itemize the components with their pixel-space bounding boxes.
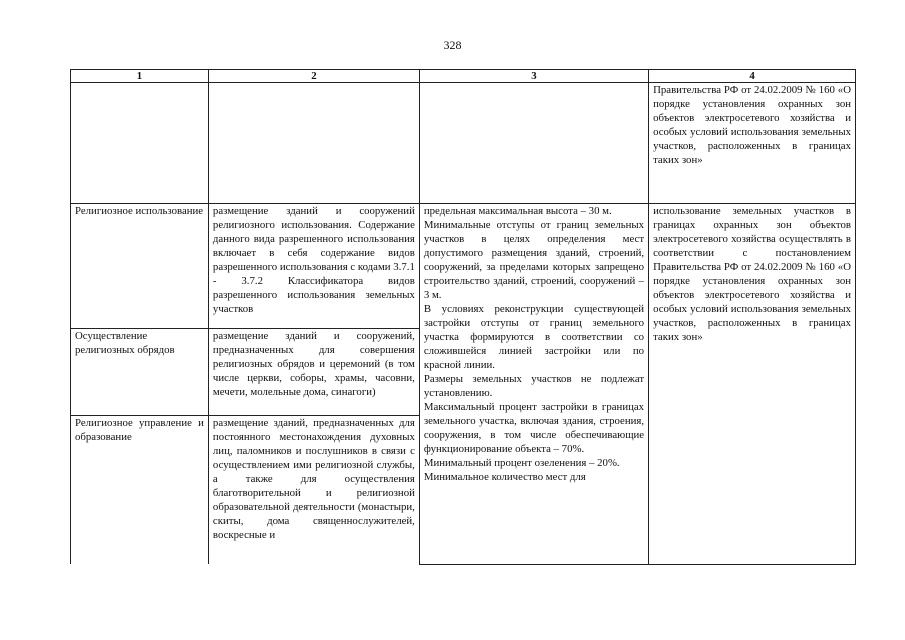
parameter-paragraph: Минимальное количество мест для	[423, 471, 586, 483]
header-row	[71, 70, 856, 83]
restrictions-cell: использование земельных участков в границах охранных зон объектов электросетевого хозяйства осуществлять в соответствии с постановлением Правительства РФ от 24.02.2009 № 160 «О порядке установления охранных зон объектов электросетевого хозяйства и особых условий использования земельных участков, расположенных в границах таких зон»	[649, 204, 856, 565]
row0-col1	[71, 83, 209, 204]
parameter-paragraph: Размеры земельных участков не подлежат установлению.	[423, 373, 645, 399]
parameter-paragraph: Минимальные отступы от границ земельных участков в целях определения мест допустимого размещения зданий, строений, сооружений, за пределами которых запрещено строительство зданий, строений, сооружений – 3 м.	[423, 219, 645, 301]
header-col-4: 4	[649, 70, 856, 83]
row0-col3	[419, 83, 648, 204]
parameter-paragraph: В условиях реконструкции существующей застройки отступы от границ земельного участка формируются в соответствии со сложившейся линией застройки или по красной линии.	[423, 303, 645, 371]
table-row	[71, 204, 856, 329]
parameter-paragraph: Максимальный процент застройки в границах земельного участка, включая здания, строения, сооружения, в том числе обеспечивающие функционирование объекта – 70%.	[423, 401, 645, 455]
header-col-2: 2	[208, 70, 419, 83]
row0-col2	[208, 83, 419, 204]
use-description-rites: размещение зданий и сооружений, предназначенных для совершения религиозных обрядов и церемоний (в том числе церкви, соборы, храмы, часовни, мечети, молельные дома, синагоги)	[208, 329, 419, 416]
use-name-management-education: Религиозное управление и образование	[71, 416, 209, 565]
use-name-rites: Осуществление религиозных обрядов	[71, 329, 209, 416]
parameters-cell	[419, 204, 648, 565]
parameter-paragraph: предельная максимальная высота – 30 м.	[423, 205, 612, 217]
page-number: 328	[443, 38, 462, 52]
regulations-table	[70, 69, 856, 565]
header-col-3: 3	[419, 70, 648, 83]
use-description-religious: размещение зданий и сооружений религиозного использования. Содержание данного вида разрешенного использования включает в себя содержание видов разрешенного использования с кодами 3.7.1 - 3.7.2 Классификатора видов разрешенного использования земельных участков	[208, 204, 419, 329]
use-description-management-education: размещение зданий, предназначенных для постоянного местонахождения духовных лиц, паломников и послушников в связи с осуществлением ими религиозной службы, а также для осуществления благотворительной и религиозной образовательной деятельности (монастыри, скиты, дома священнослужителей, воскресные и	[208, 416, 419, 565]
parameter-paragraph: Минимальный процент озеленения – 20%.	[423, 457, 620, 469]
row0-col4: Правительства РФ от 24.02.2009 № 160 «О порядке установления охранных зон объектов электросетевого хозяйства и особых условий использования земельных участков, расположенных в границах таких зон»	[649, 83, 856, 204]
header-col-1: 1	[71, 70, 209, 83]
table-row	[71, 83, 856, 204]
use-name-religious: Религиозное использование	[71, 204, 209, 329]
